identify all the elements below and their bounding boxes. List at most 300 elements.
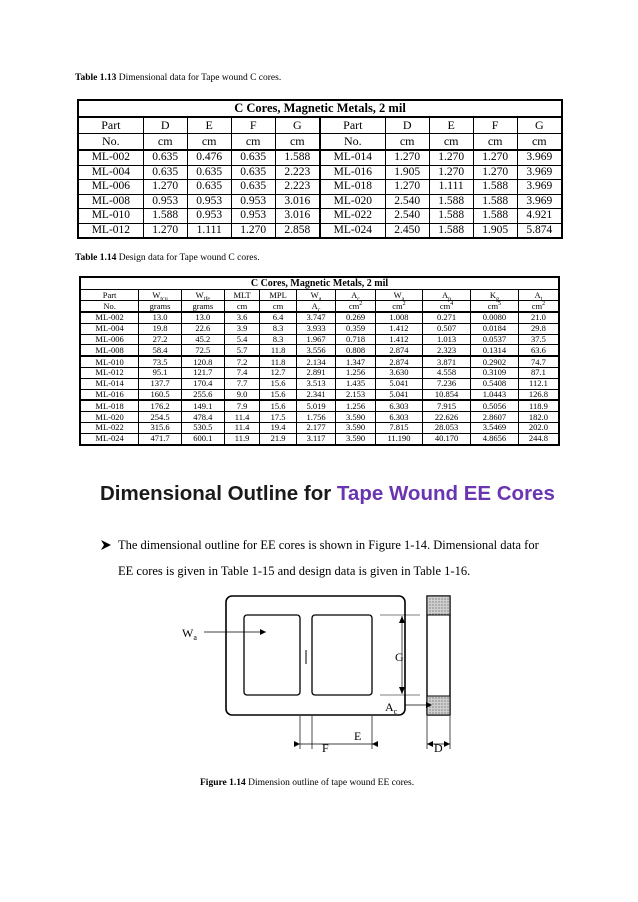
table-cell: 0.5056 <box>471 400 519 411</box>
mpl-label: MPL <box>269 289 287 300</box>
col-mpl-header <box>260 290 296 301</box>
table-cell: 45.2 <box>181 334 224 345</box>
ac-sub: c <box>357 296 360 303</box>
table-13-caption <box>75 73 281 83</box>
table-cell: ML-014 <box>80 378 139 389</box>
table-cell: 1.588 <box>429 194 473 209</box>
f-arrow-left <box>294 741 300 747</box>
wa-sub: a <box>401 296 405 303</box>
table-cell: 1.588 <box>473 180 517 195</box>
table-cell: 5.041 <box>375 378 422 389</box>
table-cell: 121.7 <box>181 367 224 378</box>
f-label: F <box>322 741 329 752</box>
table-cell: 0.953 <box>143 194 187 209</box>
table-cell: ML-020 <box>80 412 139 423</box>
bullet-line-1: The dimensional outline for EE cores is shown in Figure 1-14. Dimensional data for <box>118 538 539 552</box>
table-14-caption <box>75 253 260 263</box>
table-cell: 0.476 <box>187 150 231 165</box>
table-cell: ML-016 <box>320 165 385 180</box>
table-cell: 3.747 <box>296 312 336 323</box>
table-cell: 11.9 <box>224 433 260 444</box>
table-cell: 118.9 <box>518 400 559 411</box>
table-cell: 0.635 <box>231 180 275 195</box>
col-at-header <box>518 290 559 301</box>
table-cell: ML-010 <box>80 356 139 367</box>
table-cell: 0.359 <box>336 323 376 334</box>
ratio-den-main: A <box>311 300 318 311</box>
table-cell: 1.256 <box>336 367 376 378</box>
col-wtcu-unit <box>139 301 182 313</box>
figure-caption-number: Figure 1.14 <box>200 778 246 788</box>
table-cell: 4.8656 <box>471 433 519 444</box>
table-cell: 3.969 <box>517 165 562 180</box>
col-part-header <box>80 290 139 301</box>
table-cell: 3.9 <box>224 323 260 334</box>
table-13-body <box>78 150 562 238</box>
table-row <box>80 412 559 423</box>
wtfe-sub: tfe <box>203 296 211 303</box>
table-cell: 0.507 <box>423 323 471 334</box>
table-cell: 530.5 <box>181 422 224 433</box>
table-cell: 5.019 <box>296 400 336 411</box>
wa-unit: cm <box>392 300 403 311</box>
col-at-unit <box>518 301 559 313</box>
table-cell: ML-004 <box>80 323 139 334</box>
table-cell: 2.223 <box>275 180 320 195</box>
table-13-header-cell: F <box>231 117 275 134</box>
ap-sub: p <box>448 296 452 303</box>
table-cell: 3.556 <box>296 345 336 356</box>
table-cell: ML-006 <box>80 334 139 345</box>
table-cell: ML-012 <box>80 367 139 378</box>
table-cell: 126.8 <box>518 389 559 400</box>
table-13-header-cell: E <box>187 117 231 134</box>
table-cell: ML-024 <box>320 223 385 238</box>
table-cell: 3.933 <box>296 323 336 334</box>
col-wtfe-unit <box>181 301 224 313</box>
table-cell: 0.0537 <box>471 334 519 345</box>
table-13-unit-cell: cm <box>473 134 517 151</box>
table-cell: 28.053 <box>423 422 471 433</box>
table-cell: 2.153 <box>336 389 376 400</box>
table-row <box>80 378 559 389</box>
arrowhead-bullet-icon <box>100 532 112 567</box>
table-cell: ML-014 <box>320 150 385 165</box>
wtfe-unit: grams <box>192 300 214 311</box>
ap-unit: cm <box>439 300 451 311</box>
table-13-title: C Cores, Magnetic Metals, 2 mil <box>78 100 562 117</box>
table-cell: ML-002 <box>78 150 143 165</box>
table-cell: 0.718 <box>336 334 376 345</box>
table-cell: 22.626 <box>423 412 471 423</box>
table-row <box>78 150 562 165</box>
mlt-unit: cm <box>236 300 248 311</box>
figure-caption <box>200 778 414 788</box>
d-arrow-right <box>444 741 450 747</box>
table-14-header-row-2 <box>80 301 559 313</box>
table-cell: 3.969 <box>517 180 562 195</box>
table-cell: 2.874 <box>375 356 422 367</box>
ee-core-outline-figure <box>180 592 480 752</box>
table-cell: 21.0 <box>518 312 559 323</box>
table-cell: 244.8 <box>518 433 559 444</box>
table-14-title: C Cores, Magnetic Metals, 2 mil <box>80 277 559 290</box>
table-cell: 255.6 <box>181 389 224 400</box>
table-cell: 2.874 <box>375 345 422 356</box>
table-14-caption-number: Table 1.14 <box>75 253 117 263</box>
table-cell: 0.1314 <box>471 345 519 356</box>
ap-exp: 4 <box>450 300 454 307</box>
table-cell: 11.8 <box>260 356 296 367</box>
table-13-caption-text: Dimensional data for Tape wound C cores. <box>116 73 282 83</box>
table-cell: 17.5 <box>260 412 296 423</box>
table-14-header-row-1 <box>80 290 559 301</box>
table-cell: 0.953 <box>187 194 231 209</box>
wtcu-sub: tcu <box>160 296 168 303</box>
table-cell: 137.7 <box>139 378 182 389</box>
table-cell: 29.8 <box>518 323 559 334</box>
table-cell: 2.540 <box>385 194 429 209</box>
table-cell: ML-008 <box>78 194 143 209</box>
table-cell: 0.953 <box>231 209 275 224</box>
table-cell: 7.7 <box>224 378 260 389</box>
at-sub: t <box>540 296 543 303</box>
wtcu-unit: grams <box>149 300 171 311</box>
kg-unit: cm <box>487 300 499 311</box>
table-cell: 5.4 <box>224 334 260 345</box>
at-main: A <box>534 289 541 300</box>
table-row <box>78 180 562 195</box>
table-cell: ML-008 <box>80 345 139 356</box>
table-cell: 1.270 <box>231 223 275 238</box>
table-cell: 63.6 <box>518 345 559 356</box>
table-cell: 9.0 <box>224 389 260 400</box>
col-ratio-header <box>296 290 336 301</box>
table-cell: 1.111 <box>429 180 473 195</box>
table-cell: 315.6 <box>139 422 182 433</box>
col-wtfe-header <box>181 290 224 301</box>
table-cell: 12.7 <box>260 367 296 378</box>
table-cell: 7.915 <box>423 400 471 411</box>
table-cell: 1.588 <box>473 194 517 209</box>
col-ratio-unit <box>296 301 336 313</box>
table-13-header-cell: F <box>473 117 517 134</box>
table-13-unit-cell: cm <box>517 134 562 151</box>
ac-exp: 2 <box>359 300 363 307</box>
table-cell: 0.953 <box>231 194 275 209</box>
table-cell: 13.0 <box>139 312 182 323</box>
table-13-header-cell: D <box>143 117 187 134</box>
table-cell: 0.635 <box>231 165 275 180</box>
table-13-header-cell: G <box>517 117 562 134</box>
table-row <box>80 433 559 444</box>
table-cell: 2.341 <box>296 389 336 400</box>
table-cell: ML-022 <box>320 209 385 224</box>
section-heading <box>100 482 555 506</box>
col-mlt-unit <box>224 301 260 313</box>
table-13-unit-cell: cm <box>429 134 473 151</box>
table-cell: 1.270 <box>143 180 187 195</box>
table-cell: 0.271 <box>423 312 471 323</box>
table-cell: 0.808 <box>336 345 376 356</box>
d-label: D <box>434 741 443 752</box>
col-ac-unit <box>336 301 376 313</box>
table-cell: 7.4 <box>224 367 260 378</box>
ratio-den-sub: c <box>317 307 321 314</box>
table-row <box>80 323 559 334</box>
table-cell: 21.9 <box>260 433 296 444</box>
table-13-unit-cell: cm <box>275 134 320 151</box>
col-ap-header <box>423 290 471 301</box>
table-cell: 4.921 <box>517 209 562 224</box>
table-13-unit-cell: cm <box>187 134 231 151</box>
table-13-header-row-1 <box>78 117 562 134</box>
table-cell: 3.590 <box>336 422 376 433</box>
table-row <box>78 223 562 238</box>
table-cell: 1.111 <box>187 223 231 238</box>
ac-label: $A_c$ <box>385 700 398 716</box>
table-cell: ML-024 <box>80 433 139 444</box>
table-row <box>80 389 559 400</box>
table-cell: 0.635 <box>143 165 187 180</box>
col-ap-unit <box>423 301 471 313</box>
d-arrow-left <box>427 741 433 747</box>
table-cell: 15.6 <box>260 389 296 400</box>
table-13-header-row-2 <box>78 134 562 151</box>
table-cell: 1.270 <box>473 150 517 165</box>
mpl-unit: cm <box>272 300 284 311</box>
table-cell: 3.590 <box>336 412 376 423</box>
table-row <box>80 422 559 433</box>
table-14 <box>79 276 560 446</box>
table-cell: ML-020 <box>320 194 385 209</box>
table-cell: 0.635 <box>187 165 231 180</box>
table-cell: 3.871 <box>423 356 471 367</box>
table-cell: 0.953 <box>187 209 231 224</box>
table-cell: 160.5 <box>139 389 182 400</box>
wa-arrow <box>260 629 266 635</box>
table-cell: 1.588 <box>143 209 187 224</box>
table-cell: 0.635 <box>143 150 187 165</box>
table-cell: 74.7 <box>518 356 559 367</box>
table-cell: ML-022 <box>80 422 139 433</box>
table-cell: 0.635 <box>187 180 231 195</box>
col-part-unit <box>80 301 139 313</box>
g-arrow-bottom <box>399 687 405 694</box>
table-cell: 1.588 <box>275 150 320 165</box>
table-cell: 3.590 <box>336 433 376 444</box>
table-cell: 0.0184 <box>471 323 519 334</box>
table-cell: 0.3109 <box>471 367 519 378</box>
g-arrow-top <box>399 616 405 623</box>
kg-exp: 5 <box>498 300 502 307</box>
table-cell: 1.412 <box>375 323 422 334</box>
table-cell: 478.4 <box>181 412 224 423</box>
table-cell: ML-018 <box>320 180 385 195</box>
table-cell: 1.905 <box>473 223 517 238</box>
table-cell: 471.7 <box>139 433 182 444</box>
table-cell: 6.303 <box>375 412 422 423</box>
table-cell: 7.9 <box>224 400 260 411</box>
mlt-label: MLT <box>233 289 251 300</box>
table-13-header-cell: G <box>275 117 320 134</box>
table-14-body <box>80 312 559 445</box>
table-row <box>80 345 559 356</box>
table-row <box>78 209 562 224</box>
table-cell: 3.6 <box>224 312 260 323</box>
table-cell: 1.412 <box>375 334 422 345</box>
table-13-unit-cell: No. <box>320 134 385 151</box>
table-row <box>80 367 559 378</box>
table-cell: 3.5469 <box>471 422 519 433</box>
table-cell: 176.2 <box>139 400 182 411</box>
table-cell: 112.1 <box>518 378 559 389</box>
table-cell: 11.4 <box>224 422 260 433</box>
kg-sub: g <box>496 296 500 303</box>
table-cell: 2.177 <box>296 422 336 433</box>
table-cell: 7.236 <box>423 378 471 389</box>
table-13-unit-cell: cm <box>231 134 275 151</box>
table-cell: 1.270 <box>429 150 473 165</box>
col-wtcu-header <box>139 290 182 301</box>
table-cell: 73.5 <box>139 356 182 367</box>
table-cell: 3.016 <box>275 209 320 224</box>
table-cell: 182.0 <box>518 412 559 423</box>
table-cell: 40.170 <box>423 433 471 444</box>
table-row <box>78 194 562 209</box>
table-cell: 3.117 <box>296 433 336 444</box>
col-mpl-unit <box>260 301 296 313</box>
ratio-num-main: W <box>310 289 319 300</box>
table-14-caption-text: Design data for Tape wound C cores. <box>116 253 260 263</box>
bullet-paragraph <box>100 532 570 584</box>
table-cell: 87.1 <box>518 367 559 378</box>
table-cell: 2.223 <box>275 165 320 180</box>
g-label: G <box>395 650 404 664</box>
col-wa-header <box>375 290 422 301</box>
left-window <box>244 615 300 695</box>
table-cell: 1.588 <box>429 223 473 238</box>
table-cell: 600.1 <box>181 433 224 444</box>
table-13-header-cell: Part <box>320 117 385 134</box>
table-cell: 0.269 <box>336 312 376 323</box>
table-cell: 1.270 <box>385 180 429 195</box>
table-cell: 10.854 <box>423 389 471 400</box>
table-cell: 11.8 <box>260 345 296 356</box>
col-kg-unit <box>471 301 519 313</box>
col-kg-header <box>471 290 519 301</box>
table-cell: ML-002 <box>80 312 139 323</box>
col-wa-unit <box>375 301 422 313</box>
table-cell: 5.7 <box>224 345 260 356</box>
table-cell: 5.041 <box>375 389 422 400</box>
table-cell: 15.6 <box>260 400 296 411</box>
table-cell: 7.2 <box>224 356 260 367</box>
table-13-unit-cell: cm <box>385 134 429 151</box>
bullet-line-2: EE cores is given in Table 1-15 and design data is given in Table 1-16. <box>118 564 471 578</box>
table-cell: 3.513 <box>296 378 336 389</box>
table-cell: 1.270 <box>429 165 473 180</box>
table-13-header-cell: E <box>429 117 473 134</box>
table-cell: 6.4 <box>260 312 296 323</box>
table-cell: 149.1 <box>181 400 224 411</box>
ac-main: A <box>351 289 358 300</box>
table-13 <box>77 99 563 239</box>
table-cell: 1.008 <box>375 312 422 323</box>
table-cell: 1.270 <box>473 165 517 180</box>
table-row <box>80 356 559 367</box>
table-cell: 4.558 <box>423 367 471 378</box>
table-cell: 95.1 <box>139 367 182 378</box>
table-cell: 0.0080 <box>471 312 519 323</box>
wa-main: W <box>393 289 402 300</box>
table-cell: 11.4 <box>224 412 260 423</box>
table-13-caption-number: Table 1.13 <box>75 73 117 83</box>
table-13-unit-cell: No. <box>78 134 143 151</box>
ac-unit: cm <box>348 300 360 311</box>
table-cell: 19.8 <box>139 323 182 334</box>
table-cell: 7.815 <box>375 422 422 433</box>
table-cell: 3.969 <box>517 150 562 165</box>
table-cell: 1.967 <box>296 334 336 345</box>
table-row <box>80 400 559 411</box>
table-cell: 2.8607 <box>471 412 519 423</box>
col-mlt-header <box>224 290 260 301</box>
table-cell: 37.5 <box>518 334 559 345</box>
table-cell: 2.134 <box>296 356 336 367</box>
table-cell: 2.858 <box>275 223 320 238</box>
table-cell: 72.5 <box>181 345 224 356</box>
table-cell: 2.540 <box>385 209 429 224</box>
kg-main: K <box>489 289 497 300</box>
table-cell: 202.0 <box>518 422 559 433</box>
part-unit: No. <box>103 300 116 311</box>
ap-main: A <box>442 289 449 300</box>
table-cell: 170.4 <box>181 378 224 389</box>
at-unit: cm <box>531 300 543 311</box>
bullet-text <box>118 532 570 584</box>
wa-exp: 2 <box>402 300 406 307</box>
table-cell: 1.588 <box>473 209 517 224</box>
table-cell: 254.5 <box>139 412 182 423</box>
table-cell: 3.630 <box>375 367 422 378</box>
wtcu-main: W <box>152 289 161 300</box>
table-cell: 2.323 <box>423 345 471 356</box>
table-cell: 2.450 <box>385 223 429 238</box>
table-cell: 3.969 <box>517 194 562 209</box>
table-cell: 1.0443 <box>471 389 519 400</box>
table-cell: 1.435 <box>336 378 376 389</box>
table-cell: 0.635 <box>231 150 275 165</box>
table-cell: 1.270 <box>143 223 187 238</box>
table-cell: 58.4 <box>139 345 182 356</box>
table-cell: 0.2902 <box>471 356 519 367</box>
table-row <box>78 165 562 180</box>
table-cell: 11.190 <box>375 433 422 444</box>
table-cell: ML-012 <box>78 223 143 238</box>
table-cell: ML-018 <box>80 400 139 411</box>
table-cell: 3.016 <box>275 194 320 209</box>
ratio-num-sub: a <box>318 296 322 303</box>
table-cell: ML-004 <box>78 165 143 180</box>
table-13-header-cell: D <box>385 117 429 134</box>
table-cell: ML-016 <box>80 389 139 400</box>
side-view-top-section <box>427 596 450 615</box>
table-13-header-cell: Part <box>78 117 143 134</box>
table-cell: 13.0 <box>181 312 224 323</box>
table-cell: 8.3 <box>260 334 296 345</box>
table-row <box>80 334 559 345</box>
